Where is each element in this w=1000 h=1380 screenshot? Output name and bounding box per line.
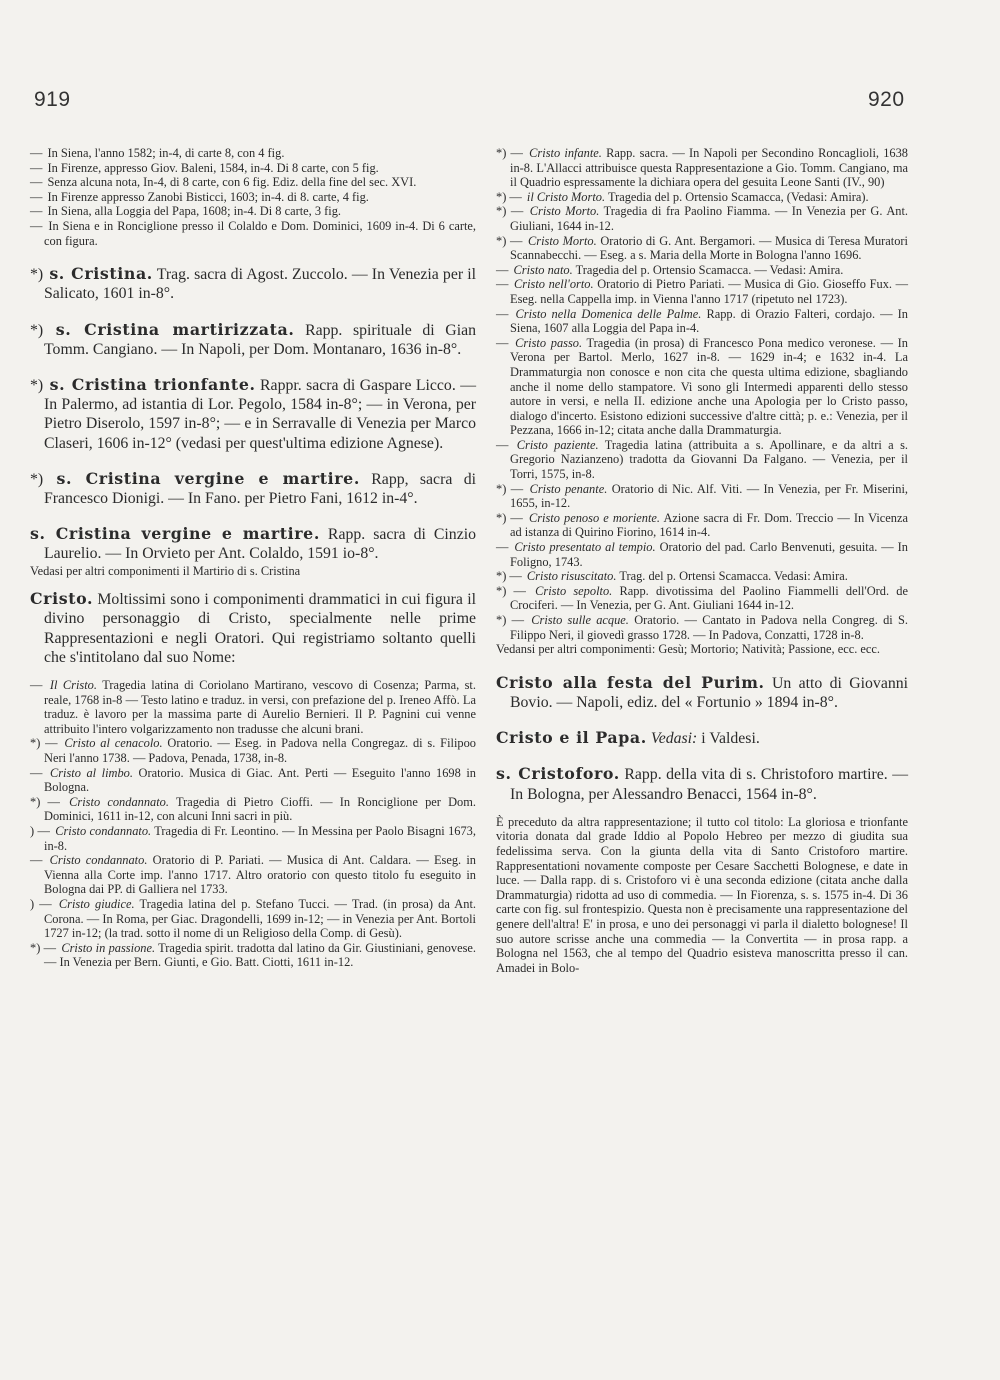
entry-marker: *) — xyxy=(496,510,523,525)
bibliography-entry xyxy=(496,511,908,540)
bibliography-entry xyxy=(30,897,476,941)
entry-marker: — xyxy=(496,277,509,292)
entry-text: Tragedia di Pietro Cioffi. — In Ronciglione per Dom. Dominici, 1611 in-12, con alcuni Inni sacri in più. xyxy=(44,794,476,824)
entry-italic-title: Cristo al cenacolo. xyxy=(64,736,163,751)
entry-text: In Firenze appresso Zanobi Bisticci, 1603; in-4. di 8. carte, 4 fig. xyxy=(47,189,369,204)
entry-text: Oratorio. Musica di Giac. Ant. Perti — Eseguito l'anno 1698 in Bologna. xyxy=(44,765,476,795)
entry-marker: *) — xyxy=(30,736,58,751)
entry-marker: — xyxy=(30,765,43,780)
bibliography-entry xyxy=(496,336,908,438)
bibliography-entry xyxy=(496,642,908,657)
entry-italic-title: Cristo Morto. xyxy=(529,204,600,219)
bibliography-entry xyxy=(496,277,908,306)
bibliography-entry xyxy=(496,764,908,803)
bibliography-entry xyxy=(496,234,908,263)
entry-marker: — xyxy=(496,262,509,277)
entry-italic-title: Cristo nell'orto. xyxy=(514,277,594,292)
entry-italic-title: Cristo sulle acque. xyxy=(531,613,629,627)
entry-italic-title: Cristo al limbo. xyxy=(49,765,133,780)
entry-text: Vedansi per altri componimenti: Gesù; Mortorio; Natività; Passione, ecc. ecc. xyxy=(496,642,881,657)
entry-marker: *) xyxy=(30,266,44,284)
entry-text: In Siena, l'anno 1582; in-4, di carte 8, con 4 fig. xyxy=(47,146,285,160)
bibliography-entry xyxy=(30,766,476,795)
entry-italic-title: Cristo condannato. xyxy=(69,794,169,809)
entry-italic-title: Cristo penoso e moriente. xyxy=(528,510,660,525)
entry-text: Senza alcuna nota, In-4, di 8 carte, con 6 fig. Ediz. della fine del sec. XVI. xyxy=(47,175,417,190)
entry-text: Rapp. sacra di Cinzio Laurelio. — In Orvieto per Ant. Colaldo, 1591 io-8°. xyxy=(44,526,476,563)
bibliography-entry xyxy=(496,146,908,190)
entry-italic-title: Cristo in passione. xyxy=(61,940,156,955)
entry-marker: ) — xyxy=(30,823,50,838)
entry-text: Rapp. spirituale di Gian Tomm. Cangiano. — In Napoli, per Dom. Montanaro, 1636 in-8°. xyxy=(44,321,477,358)
entry-text: Tragedia latina del p. Stefano Tucci. — Trad. (in prosa) da Ant. Corona. — In Roma, per Giac. Dragondelli, 1699 in-12; — in Venezia per Ant. Bortoli 1727 in-12; (la trad. sotto il nome di un Religioso della Comp. di Gesù). xyxy=(44,896,476,941)
entry-marker: *) — xyxy=(496,204,524,219)
entry-italic-title: Cristo passo. xyxy=(515,335,583,350)
bibliography-entry xyxy=(30,853,476,897)
entry-marker: *) — xyxy=(496,233,523,248)
entry-italic-title: Cristo giudice. xyxy=(58,896,135,911)
entry-marker: *) xyxy=(30,470,44,488)
entry-text: Oratorio del pad. Carlo Benvenuti, gesuita. — In Foligno, 1743. xyxy=(510,540,908,569)
bibliography-entry xyxy=(30,204,476,219)
entry-text: Tragedia del p. Ortensio Scamacca. — Vedasi: Amira. xyxy=(575,262,844,277)
bibliography-entry xyxy=(496,613,908,642)
entry-text: Tragedia di Fr. Leontino. — In Messina per Paolo Bisagni 1673, in-8. xyxy=(44,823,476,853)
entry-marker: — xyxy=(496,437,509,452)
entry-marker: — xyxy=(30,853,43,868)
entry-text: Tragedia latina (attribuita a s. Apollinare, e da altri a s. Gregorio Nazianzeno) tradotta da Giovanni Da Falgano. — Venezia, per il Torri, 1575, in-8. xyxy=(510,437,908,482)
entry-text: Oratorio di P. Pariati. — Musica di Ant. Caldara. — Eseg. in Vienna alla Corte imp. l'anno 1717. Altro oratorio con questo titolo fu eseguito in Bologna dai PP. di Galliera nel 1733. xyxy=(44,853,476,897)
bibliography-entry xyxy=(496,438,908,482)
entry-text: Oratorio. — Eseg. in Padova nella Congregaz. di s. Filipoo Neri l'anno 1738. — Padova, Penada, 1738, in-8. xyxy=(44,736,476,765)
entry-text: Tragedia di fra Paolino Fiamma. — In Venezia per G. Ant. Giuliani, 1644 in-12. xyxy=(510,204,909,233)
entry-marker: *) xyxy=(30,321,44,339)
page-number-right: 920 xyxy=(868,88,905,111)
entry-text: Rapp. divotissima del Paolino Fiammelli dell'Ord. de Crociferi. — In Venezia, per G. Ant. Giuliani 1644 in-12. xyxy=(510,583,908,613)
entry-marker: ) — xyxy=(30,896,52,911)
entry-text: Tragedia del p. Ortensio Scamacca, (Vedasi: Amira). xyxy=(607,189,869,204)
entry-marker: *) — xyxy=(496,146,523,160)
entry-text: È preceduto da altra rappresentazione; il tutto col titolo: La gloriosa e trionfante vitoria donata dal grade Iddio al Popolo Hebreo per mezzo di giudita sua fedelissima serva. Con la giunta della vita di Santo Cristoforo martire. Rappresentationi novamente composte per Cesare Sacchetti Bolognese, e date in luce. — Dalla rapp. di s. Cristoforo vi è una seconda edizione (citata anche dalla Drammaturgia) ridotta ad uso di commedia. — In Fiorenza, s. s. 1575 in-4. Di 36 carte con fig. sul frontespizio. Questa non è precisamente una rappresentazione del genere dell'altra! E' in prosa, e uno dei personaggi vi parla il dialetto bolognese! Il suo autore scrisse anche una commedia — la Convertita — in prosa rapp. a Bologna nel 1563, che al tempo del Quadrio esisteva manoscritta presso il can. Amadei in Bolo- xyxy=(496,814,908,975)
entry-text: In Firenze, appresso Giov. Baleni, 1584, in-4. Di 8 carte, con 5 fig. xyxy=(47,160,379,175)
entry-title: Cristo e il Papa. xyxy=(496,728,647,748)
right-column xyxy=(496,146,908,975)
entry-italic-title: Cristo presentato al tempio. xyxy=(514,540,656,555)
bibliography-entry xyxy=(496,569,908,584)
entry-italic-title: Cristo nella Domenica delle Palme. xyxy=(515,306,702,321)
entry-italic-title: Cristo paziente. xyxy=(516,437,599,452)
bibliography-entry xyxy=(496,673,908,712)
entry-marker: — xyxy=(30,175,43,190)
bibliography-entry xyxy=(30,161,476,176)
entry-text: Trag. sacra di Agost. Zuccolo. — In Venezia per il Salicato, 1601 in-8°. xyxy=(44,266,477,303)
bibliography-entry xyxy=(30,320,476,359)
entry-marker: — xyxy=(30,218,43,233)
entry-marker: — xyxy=(30,146,43,160)
bibliography-entry xyxy=(496,190,908,205)
entry-italic-title: Cristo penante. xyxy=(529,481,608,496)
entry-marker: *) — xyxy=(496,189,522,204)
entry-italic-title: Cristo risuscitato. xyxy=(526,569,617,584)
bibliography-entry xyxy=(30,264,476,303)
bibliography-entry xyxy=(30,524,476,563)
entry-text: Tragedia latina di Coriolano Martirano, vescovo di Cosenza; Parma, st. reale, 1768 in-8 — Testo latino e traduz. in versi, con prefazione del p. Ireneo Affò. La traduz. è lavoro per la massima parte di Aurelio Bernieri. Il P. Pagnini cui venne attribuito l'intero volgarizzamento non tradusse che alcuni brani. xyxy=(44,678,476,736)
entry-marker: — xyxy=(496,540,509,555)
entry-title: s. Cristina vergine e martire. xyxy=(30,524,320,544)
entry-text: Moltissimi sono i componimenti drammatici in cui figura il divino personaggio di Cristo, specialmente nelle prime Rappresentazioni e negli Oratori. Qui registriamo soltanto quelli che s'intitolano dal suo Nome: xyxy=(44,591,477,666)
entry-italic-title: Cristo nato. xyxy=(513,262,573,277)
entry-text: Trag. del p. Ortensi Scamacca. Vedasi: Amira. xyxy=(619,569,848,584)
bibliography-entry xyxy=(30,564,476,579)
entry-text: In Siena, alla Loggia del Papa, 1608; in-4. Di 8 carte, 3 fig. xyxy=(47,204,342,219)
bibliography-entry xyxy=(30,375,476,453)
entry-italic-title: Cristo infante. xyxy=(529,146,602,160)
entry-marker: *) xyxy=(30,376,44,394)
bibliography-entry xyxy=(496,584,908,613)
bibliography-entry xyxy=(30,219,476,248)
page-number-left: 919 xyxy=(34,88,71,111)
entry-marker: — xyxy=(30,678,43,692)
bibliography-entry xyxy=(496,540,908,569)
bibliography-entry xyxy=(496,482,908,511)
entry-text: Vedasi per altri componimenti il Martirio di s. Cristina xyxy=(30,563,301,578)
entry-text: i Valdesi. xyxy=(701,730,760,748)
entry-marker: *) — xyxy=(496,583,526,598)
entry-marker: — xyxy=(496,306,509,321)
entry-text: Rapp. della vita di s. Christoforo martire. — In Bologna, per Alessandro Benacci, 1564 in-8°. xyxy=(510,766,908,803)
bibliography-entry xyxy=(496,307,908,336)
entry-marker: — xyxy=(30,189,43,204)
bibliography-entry xyxy=(30,589,476,667)
entry-text: Rapp, sacra di Francesco Dionigi. — In Fano. per Pietro Fani, 1612 in-4°. xyxy=(44,470,476,507)
bibliography-entry xyxy=(30,190,476,205)
entry-text: In Siena e in Ronciglione presso il Colaldo e Dom. Dominici, 1609 in-4. Di 6 carte, con figura. xyxy=(44,218,476,248)
entry-text: Oratorio. — Cantato in Padova nella Congreg. di S. Filippo Neri, il giovedì grasso 1728. — In Padova, Conzatti, 1728 in-8. xyxy=(510,613,908,642)
entry-marker: *) — xyxy=(496,481,524,496)
bibliography-entry xyxy=(30,175,476,190)
bibliography-entry xyxy=(30,736,476,765)
entry-marker: *) — xyxy=(496,613,524,627)
bibliography-entry xyxy=(30,824,476,853)
bibliography-entry xyxy=(30,469,476,508)
entry-marker: — xyxy=(30,160,43,175)
entry-marker: — xyxy=(496,335,509,350)
bibliography-entry xyxy=(496,815,908,976)
entry-text: Oratorio di Pietro Pariati. — Musica di Gio. Gioseffo Fux. — Eseg. nella Cappella imp. in Vienna l'anno 1717 (ripetuto nel 1723). xyxy=(510,277,908,306)
entry-text: Rapp. sacra. — In Napoli per Secondino Roncaglioli, 1638 in-8. L'Allacci attribuisce questa Rappresentazione a Gio. Tomm. Cangiano, ma il Quadrio espressamente la dichiara opera del gesuita Leone Santi (IV., 90) xyxy=(510,146,908,190)
entry-title: s. Cristina martirizzata. xyxy=(55,319,295,339)
entry-italic-title: Il Cristo. xyxy=(49,678,97,692)
bibliography-entry xyxy=(30,941,476,970)
entry-marker: *) — xyxy=(496,569,522,584)
entry-title: s. Cristina. xyxy=(49,264,153,284)
entry-title: s. Cristina vergine e martire. xyxy=(56,468,360,488)
entry-italic-title: Cristo condannato. xyxy=(49,853,148,868)
entry-text: Azione sacra di Fr. Dom. Treccio — In Vicenza ad istanza di Quirino Fiorino, 1614 in-4. xyxy=(510,510,908,540)
entry-italic-title: Cristo sepolto. xyxy=(535,583,613,598)
entry-text: Oratorio di G. Ant. Bergamori. — Musica di Teresa Muratori Scannabecchi. — Eseg. a s. Maria della Morte in Bologna l'anno 1696. xyxy=(510,233,908,263)
bibliography-entry xyxy=(496,204,908,233)
bibliography-entry xyxy=(496,263,908,278)
entry-marker: *) — xyxy=(30,940,57,955)
entry-italic-title: il Cristo Morto. xyxy=(526,189,606,204)
entry-text: Oratorio di Nic. Alf. Viti. — In Venezia, per Fr. Miserini, 1655, in-12. xyxy=(510,481,908,511)
entry-title: s. Cristoforo. xyxy=(496,764,620,784)
bibliography-entry xyxy=(30,146,476,161)
entry-text: Un atto di Giovanni Bovio. — Napoli, ediz. del « Fortunio » 1894 in-8°. xyxy=(510,674,909,711)
entry-text: Tragedia spirit. tradotta dal latino da Gir. Giustiniani, genovese. — In Venezia per Bern. Giunti, e Gio. Batt. Ciotti, 1611 in-12. xyxy=(44,940,476,970)
bibliography-entry xyxy=(496,728,908,748)
entry-marker: *) — xyxy=(30,794,60,809)
entry-text: Tragedia (in prosa) di Francesco Pona medico veronese. — In Verona per Bartol. Merlo, 1627 in-8. — 1629 in-4; e 1632 in-4. La Drammaturgia non conosce e non cita che questa ultima edizione, sbagliando anche il nome dello stampatore. Vi sono gli Intermedi apparenti dello stesso autore in versi, e nella II. edizione anche una Apologia per lo Cristo passo, dialogo d'incerto. Esistono edizioni successive d'altre città; p. e.: Venezia, per il Pezzana, 1666 in-12; citata anche dalla Drammaturgia. xyxy=(510,335,908,438)
entry-text: Rapp. di Orazio Falteri, cordajo. — In Siena, 1607 alla Loggia del Papa in-4. xyxy=(510,306,908,336)
entry-marker: — xyxy=(30,204,43,219)
bibliography-entry xyxy=(30,795,476,824)
entry-title: s. Cristina trionfante. xyxy=(49,374,256,394)
entry-text: Rappr. sacra di Gaspare Licco. — In Palermo, ad istantia di Lor. Pegolo, 1584 in-8°; — in Verona, per Pietro Diserolo, 1597 in-8°; — e in Serravalle di Venezia per Marco Claseri, 1606 in-12° (vedasi per quest'ultima edizione Agnese). xyxy=(44,376,477,452)
entry-italic-title: Vedasi: xyxy=(650,730,698,748)
entry-italic-title: Cristo condannato. xyxy=(55,823,152,838)
entry-title: Cristo. xyxy=(30,589,94,609)
bibliography-entry xyxy=(30,678,476,736)
entry-italic-title: Cristo Morto. xyxy=(527,233,597,248)
left-column xyxy=(30,146,476,970)
entry-title: Cristo alla festa del Purim. xyxy=(496,672,765,692)
